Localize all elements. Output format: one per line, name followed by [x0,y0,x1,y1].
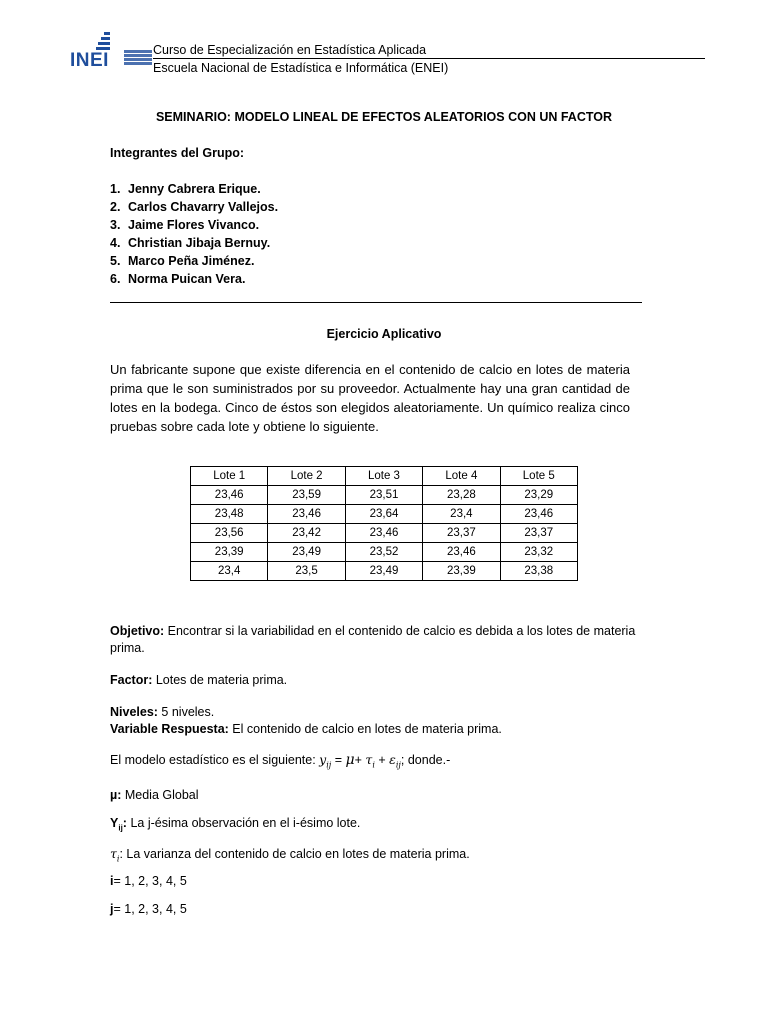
mu-definition: µ: Media Global [110,788,199,802]
logo-subtitle [124,50,152,66]
column-header: Lote 1 [191,467,268,486]
table-cell: 23,4 [423,505,500,524]
inei-logo [70,30,150,72]
table-row [191,486,578,505]
table-cell: 23,38 [500,562,577,581]
exercise-paragraph: Un fabricante supone que existe diferencia en el contenido de calcio en lotes de materia prima que le son suministrados por su proveedor. Actualmente hay una gran cantidad de lotes en la bodega. Cinco de éstos son elegidos aleatoriamente. Un químico realiza cinco pruebas sobre cada lote y obtiene lo siguiente. [110,362,630,434]
variable-line: Variable Respuesta: El contenido de calcio en lotes de materia prima. [110,722,502,736]
list-item: 2. Carlos Chavarry Vallejos. [110,200,279,214]
table-cell: 23,32 [500,543,577,562]
table-cell: 23,56 [191,524,268,543]
group-heading: Integrantes del Grupo: [110,146,245,160]
data-table [190,466,578,581]
column-header: Lote 2 [268,467,345,486]
table-cell: 23,4 [191,562,268,581]
column-header: Lote 3 [345,467,422,486]
list-item: 4. Christian Jibaja Bernuy. [110,236,271,250]
header-school: Escuela Nacional de Estadística e Informática (ENEI) [153,61,449,75]
niveles-line: Niveles: 5 niveles. [110,705,215,719]
header-rule [153,58,705,59]
factor-line: Factor: Lotes de materia prima. [110,673,288,687]
list-item: 6. Norma Puican Vera. [110,272,246,286]
list-item: 1. Jenny Cabrera Erique. [110,182,261,196]
y-definition: $Y_{ij}$: La j-ésima observación en el i-ésimo lote. [110,816,361,833]
j-index: j= 1, 2, 3, 4, 5 [110,902,187,916]
list-item: 5. Marco Peña Jiménez. [110,254,255,268]
table-cell: 23,28 [423,486,500,505]
objetivo-line: Objetivo: Encontrar si la variabilidad en el contenido de calcio es debida a los lotes de materia prima. [110,624,636,655]
list-item: 3. Jaime Flores Vivanco. [110,218,260,232]
column-header: Lote 4 [423,467,500,486]
table-cell: 23,42 [268,524,345,543]
table-row [191,562,578,581]
model-equation: El modelo estadístico es el siguiente: $y_{ij} = \mu+ \tau_i + \varepsilon_{ij}$; donde.- [110,752,451,770]
table-cell: 23,51 [345,486,422,505]
separator-line [110,302,642,303]
table-row [191,505,578,524]
table-cell: 23,46 [423,543,500,562]
document-title: SEMINARIO: MODELO LINEAL DE EFECTOS ALEATORIOS CON UN FACTOR [155,110,613,124]
table-cell: 23,39 [423,562,500,581]
table-cell: 23,39 [191,543,268,562]
table-cell: 23,59 [268,486,345,505]
table-cell: 23,37 [500,524,577,543]
exercise-heading: Ejercicio Aplicativo [326,327,442,341]
table-cell: 23,46 [345,524,422,543]
table-cell: 23,29 [500,486,577,505]
table-cell: 23,37 [423,524,500,543]
table-cell: 23,48 [191,505,268,524]
table-cell: 23,5 [268,562,345,581]
table-row [191,524,578,543]
table-cell: 23,46 [191,486,268,505]
table-header-row [191,467,578,486]
member-list [110,180,278,288]
table-cell: 23,64 [345,505,422,524]
table-cell: 23,49 [345,562,422,581]
table-row [191,543,578,562]
tau-definition: $\tau_i$: La varianza del contenido de calcio en lotes de materia prima. [110,846,470,864]
table-cell: 23,49 [268,543,345,562]
i-index: i= 1, 2, 3, 4, 5 [110,874,187,888]
table-cell: 23,46 [500,505,577,524]
table-cell: 23,46 [268,505,345,524]
header-course: Curso de Especialización en Estadística Aplicada [153,43,427,57]
logo-text: INEI [70,50,109,71]
column-header: Lote 5 [500,467,577,486]
table-cell: 23,52 [345,543,422,562]
